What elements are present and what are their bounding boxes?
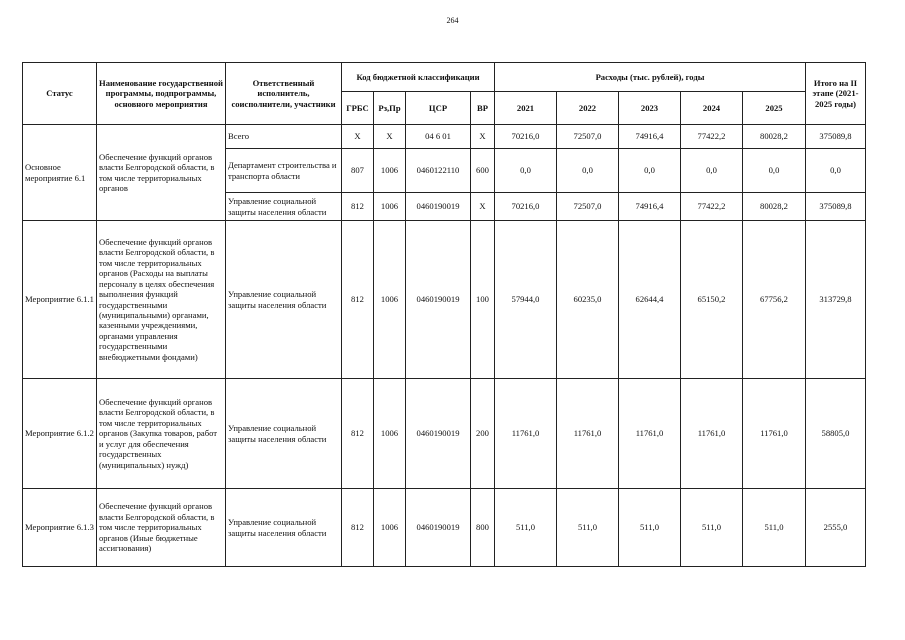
vr-cell: Х [471, 193, 495, 221]
value-cell-2023: 62644,4 [619, 221, 681, 379]
vr-cell: 200 [471, 379, 495, 489]
header-csr: ЦСР [406, 92, 471, 125]
total-cell: 58805,0 [806, 379, 866, 489]
csr-cell: 0460190019 [406, 489, 471, 567]
executor-cell: Всего [226, 125, 342, 149]
vr-cell: 800 [471, 489, 495, 567]
grbs-cell: Х [342, 125, 374, 149]
value-cell-2021: 11761,0 [495, 379, 557, 489]
executor-cell: Управление социальной защиты населения области [226, 379, 342, 489]
value-cell-2024: 77422,2 [681, 193, 743, 221]
status-cell: Основное мероприятие 6.1 [23, 125, 97, 221]
grbs-cell: 812 [342, 193, 374, 221]
table-row [23, 125, 866, 149]
value-cell-2023: 511,0 [619, 489, 681, 567]
grbs-cell: 812 [342, 379, 374, 489]
header-year-2021: 2021 [495, 92, 557, 125]
value-cell-2021: 70216,0 [495, 193, 557, 221]
value-cell-2025: 11761,0 [743, 379, 806, 489]
table-row [23, 489, 866, 567]
table-row [23, 379, 866, 489]
executor-cell: Департамент строительства и транспорта области [226, 149, 342, 193]
value-cell-2021: 0,0 [495, 149, 557, 193]
name-cell: Обеспечение функций органов власти Белгородской области, в том числе территориальных органов (Расходы на выплаты персоналу в целях обеспечения выполнения функций государственными (муниципальными) органами, казенными учреждениями, органами управления государственными внебюджетными фондами) [97, 221, 226, 379]
value-cell-2022: 72507,0 [557, 193, 619, 221]
value-cell-2024: 511,0 [681, 489, 743, 567]
grbs-cell: 807 [342, 149, 374, 193]
value-cell-2024: 77422,2 [681, 125, 743, 149]
value-cell-2023: 74916,4 [619, 193, 681, 221]
header-vr: ВР [471, 92, 495, 125]
csr-cell: 0460190019 [406, 221, 471, 379]
table-row [23, 221, 866, 379]
value-cell-2024: 11761,0 [681, 379, 743, 489]
value-cell-2025: 511,0 [743, 489, 806, 567]
rzpr-cell: 1006 [374, 379, 406, 489]
name-cell: Обеспечение функций органов власти Белгородской области, в том числе территориальных органов [97, 125, 226, 221]
name-cell: Обеспечение функций органов власти Белгородской области, в том числе территориальных органов (Иные бюджетные ассигнования) [97, 489, 226, 567]
header-year-2024: 2024 [681, 92, 743, 125]
header-year-2025: 2025 [743, 92, 806, 125]
csr-cell: 04 6 01 [406, 125, 471, 149]
value-cell-2021: 57944,0 [495, 221, 557, 379]
rzpr-cell: Х [374, 125, 406, 149]
value-cell-2024: 65150,2 [681, 221, 743, 379]
vr-cell: 100 [471, 221, 495, 379]
csr-cell: 0460190019 [406, 193, 471, 221]
total-cell: 375089,8 [806, 125, 866, 149]
value-cell-2025: 80028,2 [743, 125, 806, 149]
budget-table [22, 62, 866, 567]
status-cell: Мероприятие 6.1.1 [23, 221, 97, 379]
executor-cell: Управление социальной защиты населения области [226, 221, 342, 379]
header-year-2022: 2022 [557, 92, 619, 125]
total-cell: 2555,0 [806, 489, 866, 567]
value-cell-2025: 67756,2 [743, 221, 806, 379]
value-cell-2023: 0,0 [619, 149, 681, 193]
header-rzpr: Рз,Пр [374, 92, 406, 125]
value-cell-2021: 70216,0 [495, 125, 557, 149]
value-cell-2023: 74916,4 [619, 125, 681, 149]
header-year-2023: 2023 [619, 92, 681, 125]
csr-cell: 0460190019 [406, 379, 471, 489]
rzpr-cell: 1006 [374, 149, 406, 193]
value-cell-2023: 11761,0 [619, 379, 681, 489]
rzpr-cell: 1006 [374, 221, 406, 379]
executor-cell: Управление социальной защиты населения области [226, 193, 342, 221]
status-cell: Мероприятие 6.1.2 [23, 379, 97, 489]
page-number: 264 [446, 16, 459, 25]
executor-cell: Управление социальной защиты населения области [226, 489, 342, 567]
csr-cell: 0460122110 [406, 149, 471, 193]
value-cell-2024: 0,0 [681, 149, 743, 193]
header-budget-code: Код бюджетной классификации [342, 63, 495, 92]
value-cell-2022: 72507,0 [557, 125, 619, 149]
grbs-cell: 812 [342, 221, 374, 379]
total-cell: 0,0 [806, 149, 866, 193]
value-cell-2022: 11761,0 [557, 379, 619, 489]
header-status: Статус [23, 63, 97, 125]
value-cell-2022: 511,0 [557, 489, 619, 567]
value-cell-2021: 511,0 [495, 489, 557, 567]
header-executor: Ответственный исполнитель, соисполнители, участники [226, 63, 342, 125]
header-name: Наименование государственной программы, подпрограммы, основного мероприятия [97, 63, 226, 125]
status-cell: Мероприятие 6.1.3 [23, 489, 97, 567]
value-cell-2022: 0,0 [557, 149, 619, 193]
header-expenses: Расходы (тыс. рублей), годы [495, 63, 806, 92]
total-cell: 375089,8 [806, 193, 866, 221]
value-cell-2025: 80028,2 [743, 193, 806, 221]
header-grbs: ГРБС [342, 92, 374, 125]
value-cell-2022: 60235,0 [557, 221, 619, 379]
header-total: Итого на II этапе (2021-2025 годы) [806, 63, 866, 125]
name-cell: Обеспечение функций органов власти Белгородской области, в том числе территориальных органов (Закупка товаров, работ и услуг для обеспечения государственных (муниципальных) нужд) [97, 379, 226, 489]
rzpr-cell: 1006 [374, 193, 406, 221]
vr-cell: Х [471, 125, 495, 149]
grbs-cell: 812 [342, 489, 374, 567]
rzpr-cell: 1006 [374, 489, 406, 567]
vr-cell: 600 [471, 149, 495, 193]
total-cell: 313729,8 [806, 221, 866, 379]
value-cell-2025: 0,0 [743, 149, 806, 193]
